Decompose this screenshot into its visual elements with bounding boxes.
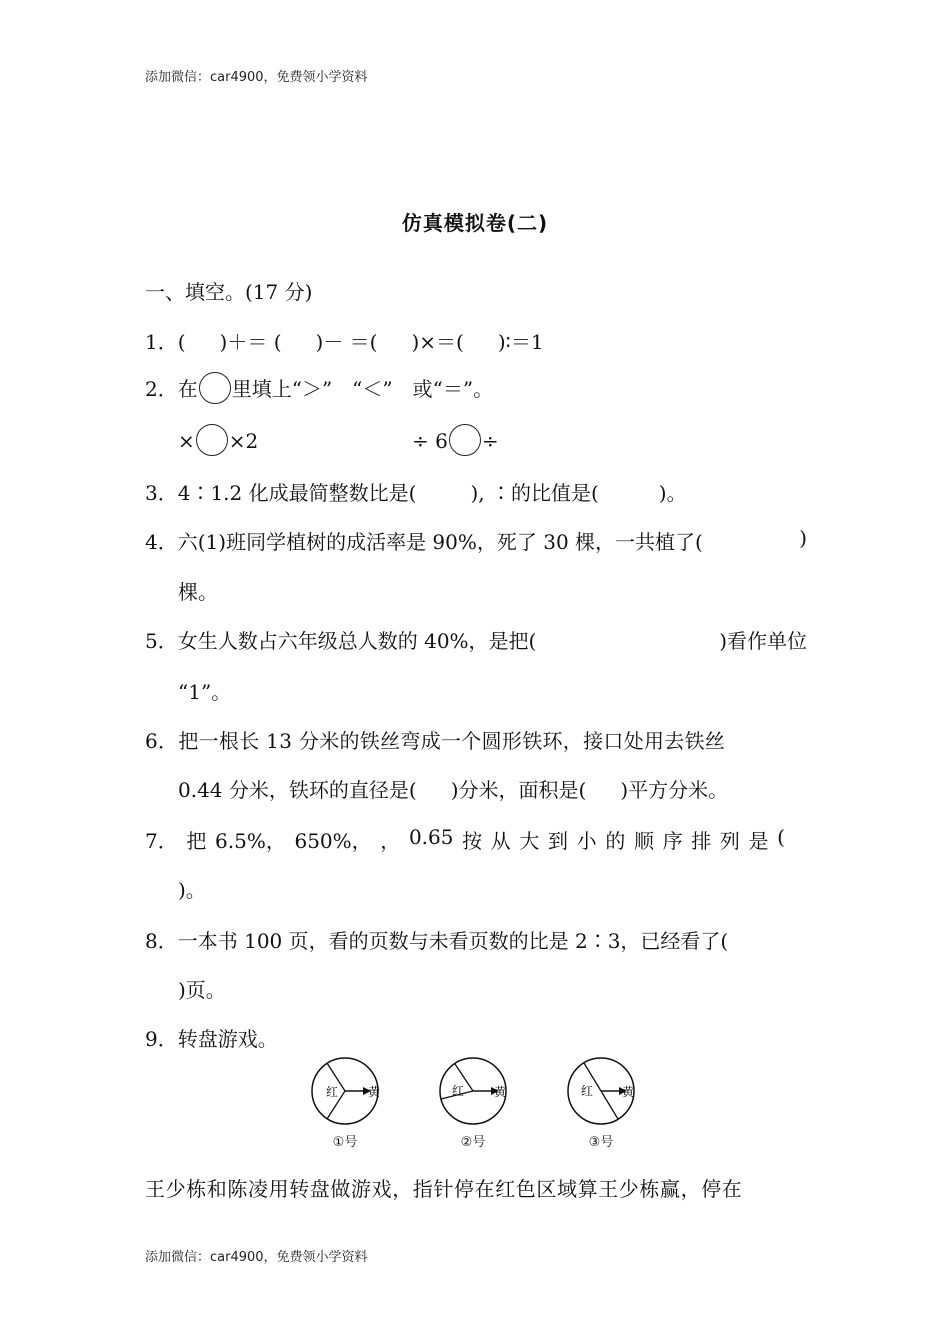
question-number: 9． bbox=[145, 1027, 178, 1051]
question-1: 1．( )＋＝ ( )－ ＝( )×＝( )∶＝1 bbox=[145, 330, 544, 354]
question-number: 7． bbox=[145, 829, 178, 853]
footer-note: 添加微信：car4900，免费领小学资料 bbox=[145, 1250, 368, 1265]
question-3: 3．4∶1.2 化成最简整数比是( ), ∶的比值是( )。 bbox=[145, 481, 687, 505]
question-7-word: 650%， bbox=[294, 829, 372, 853]
question-7-word: 从 bbox=[490, 829, 511, 853]
section-heading: 一、填空。(17 分) bbox=[145, 280, 313, 304]
question-7-word: 小 bbox=[576, 829, 597, 853]
question-7-word: 按 bbox=[462, 829, 483, 853]
question-7-word: 到 bbox=[548, 829, 569, 853]
question-number: 5． bbox=[145, 629, 178, 653]
spinner-3-yellow: 黄 bbox=[622, 1085, 635, 1099]
question-number: 2． bbox=[145, 377, 178, 401]
question-number: 1． bbox=[145, 330, 178, 354]
spinner-3-red: 红 bbox=[581, 1084, 594, 1098]
question-2-expr-2: ÷ 6 ÷ bbox=[412, 424, 499, 456]
question-7-word: 6.5%， bbox=[215, 829, 286, 853]
question-5: 5．女生人数占六年级总人数的 40%，是把( )看作单位 bbox=[145, 629, 807, 653]
question-7-word: ， bbox=[380, 829, 401, 853]
question-number: 4． bbox=[145, 530, 178, 554]
question-4: 4．六(1)班同学植树的成活率是 90%，死了 30 棵，一共植了( ) bbox=[145, 526, 807, 554]
question-7-word: 顺 bbox=[633, 829, 654, 853]
spinner-1-label: ①号 bbox=[332, 1135, 358, 1150]
spinner-figure bbox=[305, 1057, 655, 1157]
question-7 bbox=[145, 825, 785, 854]
spinner-2-red: 红 bbox=[452, 1084, 465, 1098]
question-7-word: 的 bbox=[605, 829, 626, 853]
question-number: 6． bbox=[145, 729, 179, 753]
question-7-word: 序 bbox=[662, 829, 683, 853]
question-8: 8．一本书 100 页，看的页数与未看页数的比是 2∶3，已经看了( bbox=[145, 929, 729, 953]
question-7-word: 大 bbox=[519, 829, 540, 853]
spinner-2 bbox=[440, 1058, 507, 1124]
question-7-word: ( bbox=[777, 825, 785, 849]
question-4-cont: 棵。 bbox=[178, 580, 218, 604]
question-7-word: 列 bbox=[719, 829, 740, 853]
question-2-expr-1: × ×2 bbox=[178, 424, 258, 456]
spinner-1-yellow: 黄 bbox=[368, 1085, 381, 1099]
spinner-1-red: 红 bbox=[326, 1085, 339, 1099]
spinner-2-yellow: 黄 bbox=[494, 1085, 507, 1099]
compare-circle[interactable] bbox=[199, 372, 231, 404]
question-7-word: 0.65 bbox=[408, 825, 454, 849]
question-2: 2．在 里填上“＞” “＜” 或“＝”。 bbox=[145, 372, 493, 404]
spinner-3 bbox=[568, 1058, 635, 1124]
question-7-word: 把 bbox=[186, 829, 207, 853]
question-number: 3． bbox=[145, 481, 178, 505]
question-7-word: 是 bbox=[748, 829, 769, 853]
compare-circle[interactable] bbox=[449, 424, 481, 456]
question-9: 9．转盘游戏。 bbox=[145, 1027, 278, 1051]
question-8-cont: )页。 bbox=[178, 978, 226, 1002]
spinner-3-label: ③号 bbox=[588, 1135, 614, 1150]
question-9-text: 王少栋和陈凌用转盘做游戏，指针停在红色区域算王少栋赢，停在 bbox=[145, 1177, 743, 1201]
page-title: 仿真模拟卷(二) bbox=[401, 211, 549, 235]
question-6-cont: 0.44 分米，铁环的直径是( )分米，面积是( )平方分米。 bbox=[178, 778, 729, 802]
spinner-1 bbox=[312, 1058, 381, 1124]
compare-circle[interactable] bbox=[196, 424, 228, 456]
spinner-2-label: ②号 bbox=[460, 1135, 486, 1150]
question-number: 8． bbox=[145, 929, 178, 953]
question-5-cont: “1”。 bbox=[178, 680, 232, 704]
question-6: 6．把一根长 13 分米的铁丝弯成一个圆形铁环，接口处用去铁丝 bbox=[145, 729, 726, 753]
spinners-svg bbox=[305, 1057, 655, 1129]
question-7-cont: )。 bbox=[178, 878, 206, 902]
header-note: 添加微信：car4900，免费领小学资料 bbox=[145, 70, 368, 85]
question-7-word: 排 bbox=[691, 829, 712, 853]
